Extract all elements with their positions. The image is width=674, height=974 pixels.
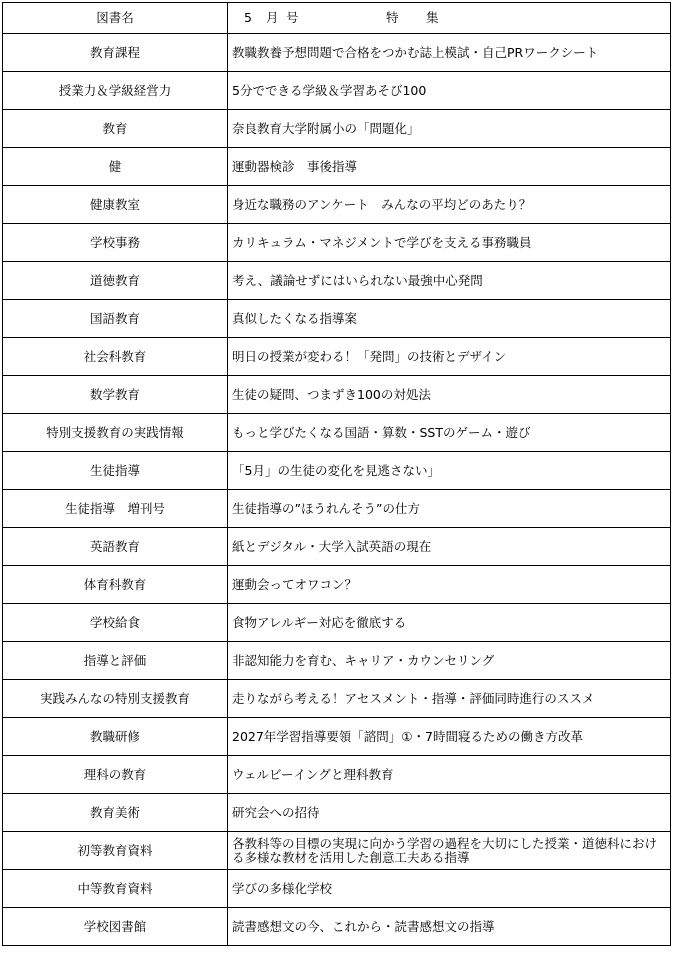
feature-topic-cell: 走りながら考える！アセスメント・指導・評価同時進行のススメ — [228, 680, 671, 718]
magazine-title-cell: 特別支援教育の実践情報 — [3, 414, 228, 452]
feature-topic-cell: 考え、議論せずにはいられない最強中心発問 — [228, 262, 671, 300]
table-row — [3, 718, 671, 756]
feature-topic-cell: 明日の授業が変わる！「発問」の技術とデザイン — [228, 338, 671, 376]
table-row — [3, 262, 671, 300]
table-row — [3, 794, 671, 832]
magazine-title-cell: 中等教育資料 — [3, 870, 228, 908]
feature-topic-cell: 食物アレルギー対応を徹底する — [228, 604, 671, 642]
header-special-char-1: 特 — [386, 10, 399, 25]
magazine-title-cell: 学校給食 — [3, 604, 228, 642]
table-row — [3, 870, 671, 908]
table-row — [3, 72, 671, 110]
table-row — [3, 186, 671, 224]
feature-topic-cell: カリキュラム・マネジメントで学びを支える事務職員 — [228, 224, 671, 262]
table-row — [3, 490, 671, 528]
header-month-label: 月 — [266, 10, 279, 25]
magazine-title-cell: 理科の教育 — [3, 756, 228, 794]
table-row — [3, 642, 671, 680]
feature-topic-cell: 奈良教育大学附属小の「問題化」 — [228, 110, 671, 148]
feature-topic-cell: 5分でできる学級＆学習あそび100 — [228, 72, 671, 110]
magazine-title-cell: 数学教育 — [3, 376, 228, 414]
feature-topic-cell: ウェルビーイングと理科教育 — [228, 756, 671, 794]
table-row — [3, 908, 671, 946]
header-feature-column — [228, 3, 671, 34]
magazine-title-cell: 体育科教育 — [3, 566, 228, 604]
magazine-title-cell: 学校図書館 — [3, 908, 228, 946]
table-row — [3, 414, 671, 452]
magazine-title-cell: 教育課程 — [3, 34, 228, 72]
header-gou-label: 号 — [286, 10, 299, 25]
table-row — [3, 528, 671, 566]
magazine-title-cell: 学校事務 — [3, 224, 228, 262]
table-row — [3, 224, 671, 262]
table-row — [3, 680, 671, 718]
feature-topic-cell: 研究会への招待 — [228, 794, 671, 832]
table-row — [3, 34, 671, 72]
feature-topic-cell: 2027年学習指導要領「諮問」①・7時間寝るための働き方改革 — [228, 718, 671, 756]
magazine-title-cell: 教育美術 — [3, 794, 228, 832]
table-row — [3, 604, 671, 642]
magazine-title-cell: 教育 — [3, 110, 228, 148]
feature-topic-cell: もっと学びたくなる国語・算数・SSTのゲーム・遊び — [228, 414, 671, 452]
feature-topic-cell: 非認知能力を育む、キャリア・カウンセリング — [228, 642, 671, 680]
table-row — [3, 452, 671, 490]
feature-topic-cell: 生徒の疑問、つまずき100の対処法 — [228, 376, 671, 414]
magazine-title-cell: 健康教室 — [3, 186, 228, 224]
table-row — [3, 832, 671, 870]
feature-topic-cell: 紙とデジタル・大学入試英語の現在 — [228, 528, 671, 566]
magazine-title-cell: 健 — [3, 148, 228, 186]
magazine-title-cell: 授業力＆学級経営力 — [3, 72, 228, 110]
table-row — [3, 756, 671, 794]
table-row — [3, 148, 671, 186]
feature-topic-cell: 「5月」の生徒の変化を見逃さない」 — [228, 452, 671, 490]
magazine-title-cell: 初等教育資料 — [3, 832, 228, 870]
header-special-char-2: 集 — [426, 10, 439, 25]
magazine-feature-sheet — [2, 2, 671, 946]
table-header-row — [3, 3, 671, 34]
header-title-column: 図書名 — [3, 3, 228, 34]
table-row — [3, 566, 671, 604]
feature-topic-cell: 教職教養予想問題で合格をつかむ誌上模試・自己PRワークシート — [228, 34, 671, 72]
table-row — [3, 338, 671, 376]
feature-topic-cell: 読書感想文の今、これから・読書感想文の指導 — [228, 908, 671, 946]
magazine-title-cell: 生徒指導 — [3, 452, 228, 490]
feature-topic-cell: 運動会ってオワコン？ — [228, 566, 671, 604]
magazine-title-cell: 国語教育 — [3, 300, 228, 338]
table-row — [3, 110, 671, 148]
magazine-title-cell: 教職研修 — [3, 718, 228, 756]
feature-topic-cell: 生徒指導の”ほうれんそう”の仕方 — [228, 490, 671, 528]
magazine-title-cell: 実践みんなの特別支援教育 — [3, 680, 228, 718]
feature-topic-cell: 学びの多様化学校 — [228, 870, 671, 908]
magazine-title-cell: 生徒指導 増刊号 — [3, 490, 228, 528]
header-issue-number: 5 — [244, 10, 252, 25]
table-row — [3, 300, 671, 338]
magazine-title-cell: 指導と評価 — [3, 642, 228, 680]
feature-topic-cell: 各教科等の目標の実現に向かう学習の過程を大切にした授業・道徳科における多様な教材を活用した創意工夫ある指導 — [228, 832, 671, 870]
magazine-title-cell: 社会科教育 — [3, 338, 228, 376]
magazine-feature-table — [2, 2, 671, 946]
header-issue-label — [232, 11, 446, 25]
feature-topic-cell: 真似したくなる指導案 — [228, 300, 671, 338]
feature-topic-cell: 身近な職務のアンケート みんなの平均どのあたり？ — [228, 186, 671, 224]
table-row — [3, 376, 671, 414]
magazine-title-cell: 道徳教育 — [3, 262, 228, 300]
magazine-title-cell: 英語教育 — [3, 528, 228, 566]
feature-topic-cell: 運動器検診 事後指導 — [228, 148, 671, 186]
